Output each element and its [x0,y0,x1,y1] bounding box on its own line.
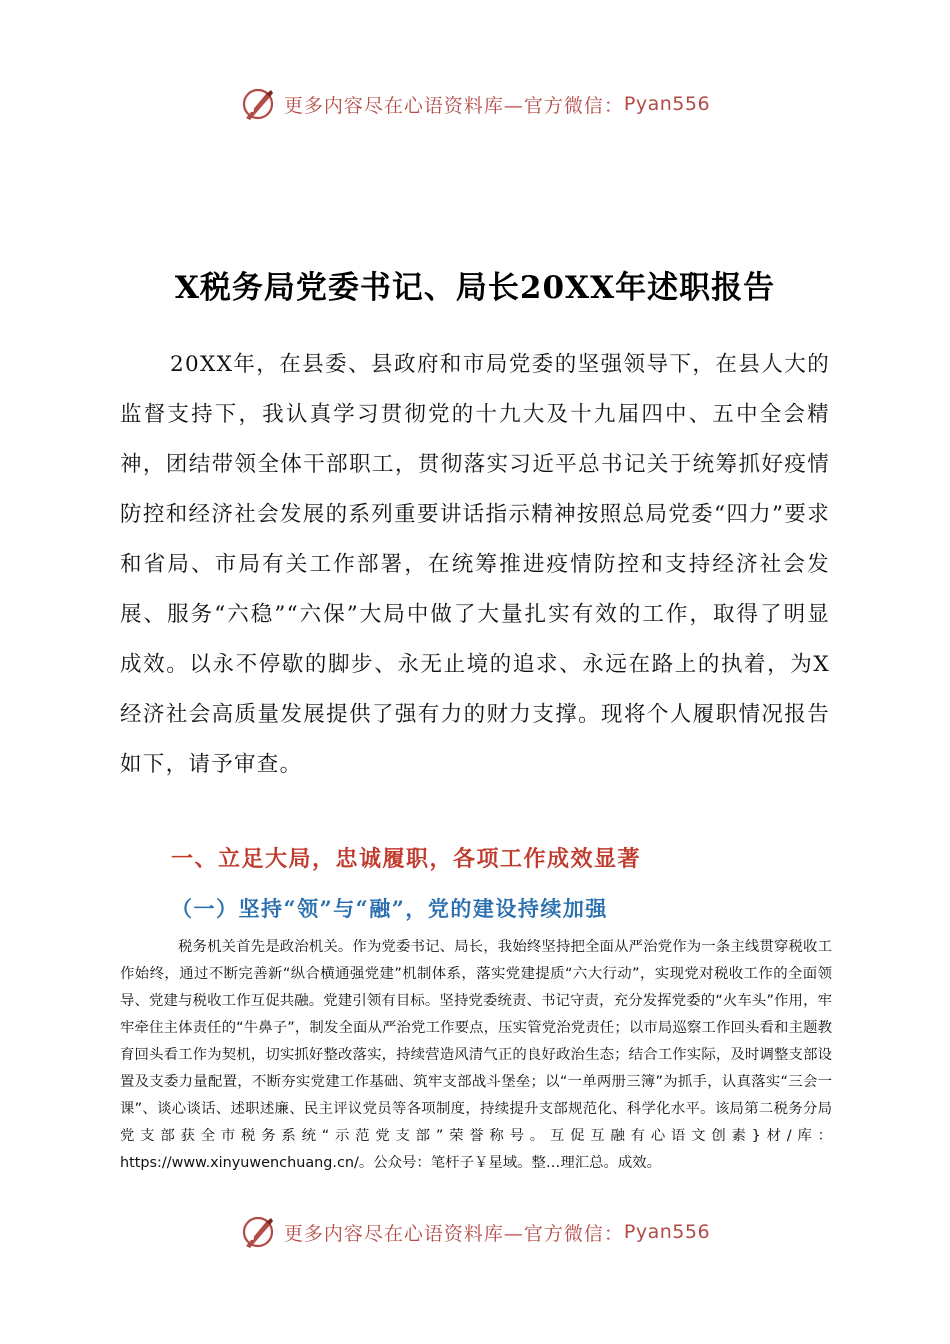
pen-circle-logo-icon [240,1214,276,1250]
intro-paragraph: 20XX年，在县委、县政府和市局党委的坚强领导下，在县人大的监督支持下，我认真学习贯彻党的十九大及十九届四中、五中全会精神，团结带领全体干部职工，贯彻落实习近平总书记关于统筹抓好疫情防控和经济社会发展的系列重要讲话指示精神按照总局党委“四力”要求和省局、市局有关工作部署，在统筹推进疫情防控和支持经济社会发展、服务“六稳”“六保”大局中做了大量扎实有效的工作，取得了明显成效。以永不停歇的脚步、永无止境的追求、永远在路上的执着，为X经济社会高质量发展提供了强有力的财力支撑。现将个人履职情况报告如下，请予审查。 [120,352,830,777]
watermark-header [0,84,950,124]
watermark-wechat-id: Pyan556 [623,93,711,115]
watermark-text: 更多内容尽在心语资料库—官方微信： [283,1222,624,1245]
pen-circle-logo-icon [240,86,276,122]
document-title: X税务局党委书记、局长20XX年述职报告 [174,270,776,306]
body-paragraph: 税务机关首先是政治机关。作为党委书记、局长，我始终坚持把全面从严治党作为一条主线贯穿税收工作始终，通过不断完善新“纵合横通强党建”机制体系，落实党建提质“六大行动”，实现党对税收工作的全面领导、党建与税收工作互促共融。党建引领有目标。坚持党委统责、书记守责，充分发挥党委的“火车头”作用，牢牢牵住主体责任的“牛鼻子”，制发全面从严治党工作要点，压实管党治党责任；以市局巡察工作回头看和主题教育回头看工作为契机，切实抓好整改落实，持续营造风清气正的良好政治生态；结合工作实际，及时调整支部设置及支委力量配置，不断夯实党建工作基础、筑牢支部战斗堡垒；以“一单两册三簿”为抓手，认真落实“三会一课”、谈心谈话、述职述廉、民主评议党员等各项制度，持续提升支部规范化、科学化水平。该局第二税务分局党支部获全市税务系统“示范党支部”荣誉称号。互促互融有心语文创素}材/库：https://www.xinyuwenchuang.cn/。公众号：笔杆子￥星域。整…理汇总。成效。 [120,939,832,1171]
section-heading: 一、立足大局，忠诚履职，各项工作成效显著 [171,847,642,872]
watermark-wechat-id: Pyan556 [623,1221,711,1243]
subsection-heading: （一）坚持“领”与“融”，党的建设持续加强 [171,896,608,921]
watermark-text: 更多内容尽在心语资料库—官方微信： [283,94,624,117]
watermark-footer [0,1212,950,1252]
